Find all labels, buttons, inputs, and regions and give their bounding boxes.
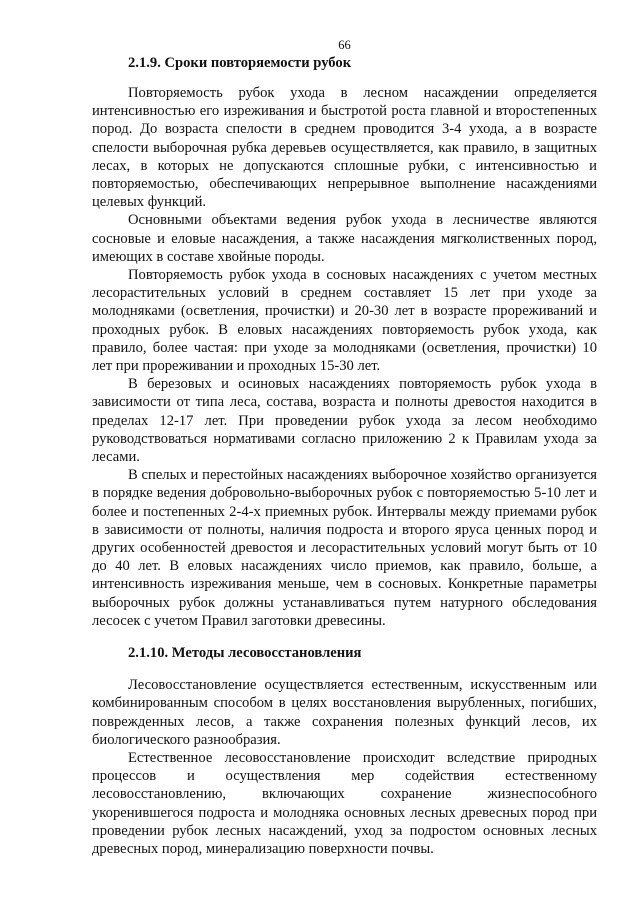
section-heading-2-1-10: 2.1.10. Методы лесовосстановления — [128, 645, 362, 662]
paragraph: В спелых и перестойных насаждениях выборочное хозяйство организуется в порядке ведения добровольно-выборочных рубок с повторяемостью 5-10 лет и более и постепенных 2-4-х приемных рубок. Интервалы между приемами рубок в зависимости от полноты, наличия подроста и второго яруса ценных пород и других особенностей древостоя и лесорастительных условий могут быть от 10 до 40 лет. В еловых насаждениях число приемов, как правило, больше, а интенсивность изреживания меньше, чем в сосновых. Конкретные параметры выборочных рубок должны устанавливаться путем натурного обследования лесосек с учетом Правил заготовки древесины. — [92, 467, 597, 629]
paragraph: Естественное лесовосстановление происходит вследствие природных процессов и осуществления мер содействия естественному лесовосстановлению, включающих сохранение жизнеспособного укоренившегося подроста и молодняка основных лесных древесных пород при проведении рубок лесных насаждений, уход за подростом основных лесных древесных пород, минерализацию поверхности почвы. — [92, 749, 597, 857]
paragraph: Повторяемость рубок ухода в лесном насаждении определяется интенсивностью его изреживания и быстротой роста главной и второстепенных пород. До возраста спелости в среднем проводится 3-4 ухода, а в возрасте спелости выборочная рубка деревьев осуществляется, как правило, в защитных лесах, в которых не допускаются сплошные рубки, с интенсивностью и повторяемостью, обеспечивающих непрерывное выполнение насаждениями целевых функций. — [92, 85, 597, 211]
page-number: 66 — [338, 38, 351, 52]
paragraph: В березовых и осиновых насаждениях повторяемость рубок ухода в зависимости от типа леса, состава, возраста и полноты древостоя находится в пределах 12-17 лет. При проведении рубок ухода за лесом необходимо руководствоваться нормативами согласно приложению 2 к Правилам ухода за лесами. — [92, 376, 597, 466]
paragraph: Повторяемость рубок ухода в сосновых насаждениях с учетом местных лесорастительных условий в среднем составляет 15 лет при уходе за молодняками (осветления, прочистки) и 20-30 лет в возрасте прореживаний и проходных рубок. В еловых насаждениях повторяемость рубок ухода, как правило, более частая: при уходе за молодняками (осветления, прочистки) 10 лет при прореживании и проходных 15-30 лет. — [92, 267, 597, 375]
paragraph: Лесовосстановление осуществляется естественным, искусственным или комбинированным способом в целях восстановления вырубленных, погибших, поврежденных лесов, а также сохранения полезных функций лесов, их биологического разнообразия. — [92, 677, 597, 748]
section-heading-2-1-9: 2.1.9. Сроки повторяемости рубок — [128, 55, 352, 71]
paragraph: Основными объектами ведения рубок ухода в лесничестве являются сосновые и еловые насаждения, а также насаждения мягколиственных пород, имеющих в составе хвойные породы. — [92, 212, 597, 265]
